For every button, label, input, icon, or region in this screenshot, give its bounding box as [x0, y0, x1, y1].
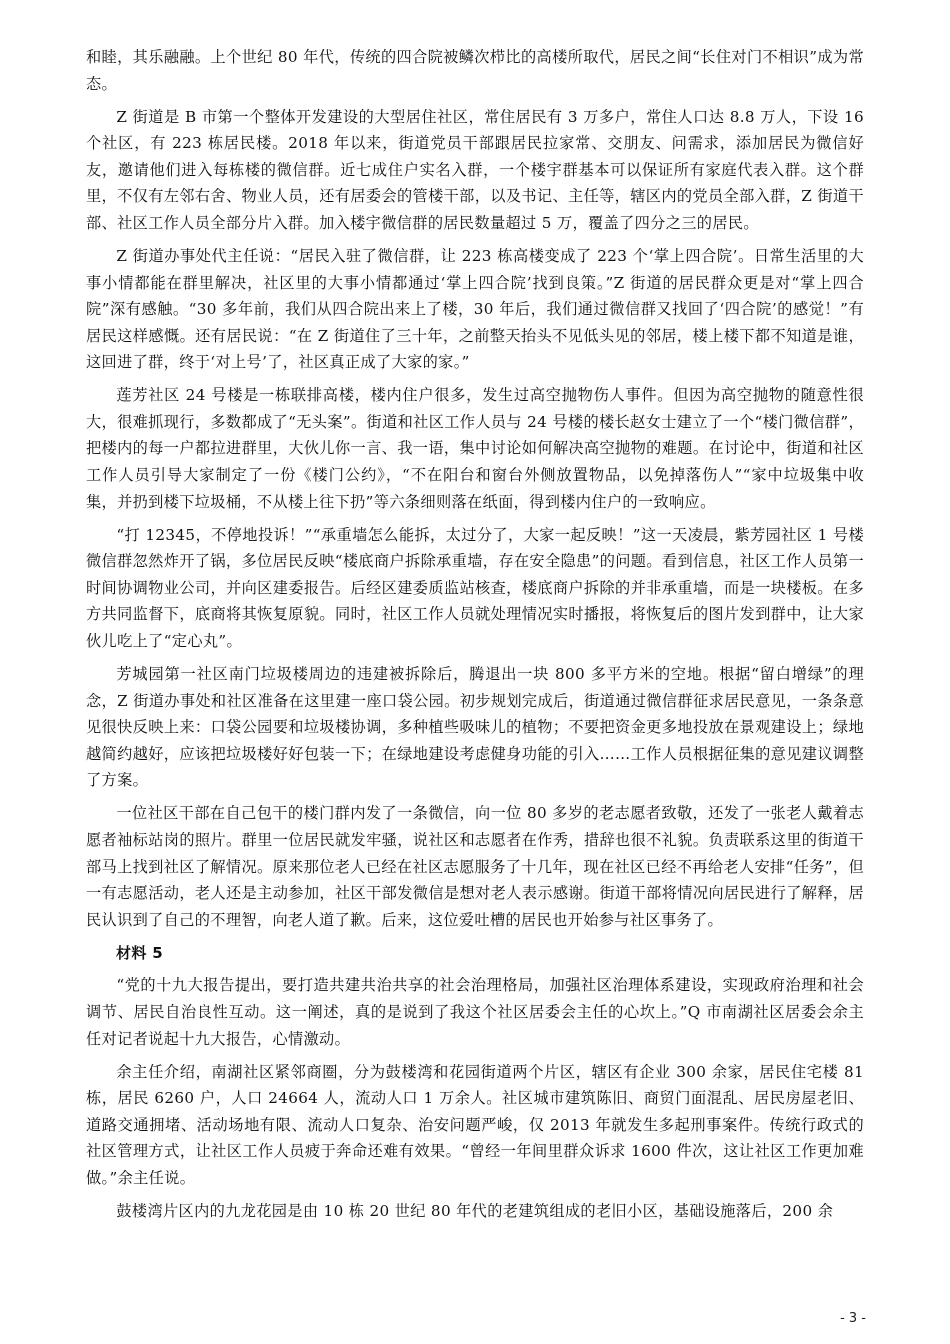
- section-heading: 材料 5: [116, 943, 164, 962]
- paragraph: “党的十九大报告提出，要打造共建共治共享的社会治理格局，加强社区治理体系建设，实现政府治理和社会调节、居民自治良性互动。这一阐述，真的是说到了我这个社区居委会主任的心坎上。”Q 市南湖社区居委会余主任对记者说起十九大报告，心情激动。: [86, 976, 864, 1048]
- paragraph-continued: 和睦，其乐融融。上个世纪 80 年代，传统的四合院被鳞次栉比的高楼所取代，居民之间“长住对门不相识”成为常态。: [86, 48, 864, 93]
- paragraph: 芳城园第一社区南门垃圾楼周边的违建被拆除后，腾退出一块 800 多平方米的空地。根据“留白增绿”的理念，Z 街道办事处和社区准备在这里建一座口袋公园。初步规划完成后，街道通过微信群征求居民意见，一条条意见很快反映上来：口袋公园要和垃圾楼协调，多种植些吸味儿的植物；不要把资金更多地投放在景观建设上；绿地越简约越好，应该把垃圾楼好好包装一下；在绿地建设考虑健身功能的引入……工作人员根据征集的意见建议调整了方案。: [86, 665, 864, 790]
- paragraph: 余主任介绍，南湖社区紧邻商圈，分为鼓楼湾和花园街道两个片区，辖区有企业 300 余家，居民住宅楼 81 栋，居民 6260 户，人口 24664 人，流动人口 1 万余人。社区城市建筑陈旧、商贸门面混乱、居民房屋老旧、道路交通拥堵、活动场地有限、流动人口复杂、治安问题严峻，仅 2013 年就发生多起刑事案件。传统行政式的社区管理方式，让社区工作人员疲于奔命还难有效果。“曾经一年间里群众诉求 1600 件次，这让社区工作更加难做。”余主任说。: [86, 1062, 864, 1187]
- paragraph: “打 12345，不停地投诉！”“承重墙怎么能拆，太过分了，大家一起反映！”这一天凌晨，紫芳园社区 1 号楼微信群忽然炸开了锅，多位居民反映“楼底商户拆除承重墙，存在安全隐患”的问题。看到信息，社区工作人员第一时间协调物业公司，并向区建委报告。后经区建委质监站核查，楼底商户拆除的并非承重墙，而是一块楼板。在多方共同监督下，底商将其恢复原貌。同时，社区工作人员就处理情况实时播报，将恢复后的图片发到群中，让大家伙儿吃上了“定心丸”。: [86, 525, 864, 651]
- page-number: - 3 -: [840, 1311, 866, 1326]
- paragraph: Z 街道是 B 市第一个整体开发建设的大型居住社区，常住居民有 3 万多户，常住人口达 8.8 万人，下设 16 个社区，有 223 栋居民楼。2018 年以来，街道党员干部跟居民拉家常、交朋友、问需求，添加居民为微信好友，邀请他们进入每栋楼的微信群。近七成住户实名入群，一个楼宇群基本可以保证所有家庭代表入群。这个群里，不仅有左邻右舍、物业人员，还有居委会的管楼干部，以及书记、主任等，辖区内的党员全部入群，Z 街道干部、社区工作人员全部分片入群。加入楼宇微信群的居民数量超过 5 万，覆盖了四分之三的居民。: [86, 107, 864, 232]
- paragraph: Z 街道办事处代主任说：“居民入驻了微信群，让 223 栋高楼变成了 223 个‘掌上四合院’。日常生活里的大事小情都能在群里解决，社区里的大事小情都通过‘掌上四合院’找到良策。”Z 街道的居民群众更是对“掌上四合院”深有感触。“30 多年前，我们从四合院出来上了楼，30 年后，我们通过微信群又找回了‘四合院’的感觉！”有居民这样感慨。还有居民说：“在 Z 街道住了三十年，之前整天抬头不见低头见的邻居，楼上楼下都不知道是谁，这回进了群，终于‘对上号’了，社区真正成了大家的家。”: [86, 246, 864, 372]
- paragraph: 莲芳社区 24 号楼是一栋联排高楼，楼内住户很多，发生过高空抛物伤人事件。但因为高空抛物的随意性很大，很难抓现行，多数都成了“无头案”。街道和社区工作人员与 24 号楼的楼长赵女士建立了一个“楼门微信群”，把楼内的每一户都拉进群里，大伙儿你一言、我一语，集中讨论如何解决高空抛物的难题。在讨论中，街道和社区工作人员引导大家制定了一份《楼门公约》，“不在阳台和窗台外侧放置物品，以免掉落伤人”“家中垃圾集中收集，并扔到楼下垃圾桶，不从楼上往下扔”等六条细则落在纸面，得到楼内住户的一致响应。: [86, 386, 864, 511]
- document-body: [86, 44, 864, 1231]
- paragraph: 鼓楼湾片区内的九龙花园是由 10 栋 20 世纪 80 年代的老建筑组成的老旧小区，基础设施落后，200 余: [116, 1201, 834, 1220]
- paragraph: 一位社区干部在自己包干的楼门群内发了一条微信，向一位 80 多岁的老志愿者致敬，还发了一张老人戴着志愿者袖标站岗的照片。群里一位居民就发牢骚，说社区和志愿者在作秀，措辞也很不礼貌。负责联系这里的街道干部马上找到社区了解情况。原来那位老人已经在社区志愿服务了十几年，现在社区已经不再给老人安排“任务”，但一有志愿活动，老人还是主动参加，社区干部发微信是想对老人表示感谢。街道干部将情况向居民进行了解释，居民认识到了自己的不理智，向老人道了歉。后来，这位爱吐槽的居民也开始参与社区事务了。: [86, 804, 864, 929]
